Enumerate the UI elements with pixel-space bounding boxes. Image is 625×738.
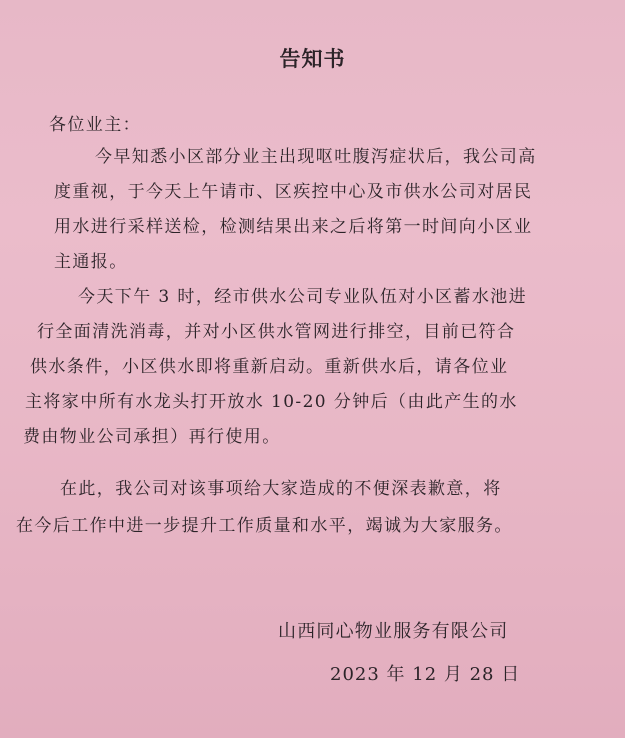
paragraph-line: 在今后工作中进一步提升工作质量和水平，竭诚为大家服务。 bbox=[16, 516, 513, 536]
paragraph-line: 度重视，于今天上午请市、区疾控中心及市供水公司对居民 bbox=[54, 182, 533, 202]
paragraph-line: 供水条件，小区供水即将重新启动。重新供水后，请各位业 bbox=[30, 357, 509, 377]
company-signature: 山西同心物业服务有限公司 bbox=[278, 621, 509, 642]
paragraph-line: 在此，我公司对该事项给大家造成的不便深表歉意，将 bbox=[60, 479, 502, 499]
paragraph-line: 主将家中所有水龙头打开放水 10-20 分钟后（由此产生的水 bbox=[25, 392, 518, 412]
paragraph-line: 行全面清洗消毒，并对小区供水管网进行排空，目前已符合 bbox=[37, 322, 516, 342]
paragraph-line: 主通报。 bbox=[54, 252, 128, 272]
paragraph-line: 用水进行采样送检，检测结果出来之后将第一时间向小区业 bbox=[54, 217, 533, 237]
paragraph-line: 今早知悉小区部分业主出现呕吐腹泻症状后，我公司高 bbox=[95, 147, 537, 167]
paragraph-line: 费由物业公司承担）再行使用。 bbox=[23, 427, 281, 447]
notice-title: 告知书 bbox=[279, 47, 346, 71]
paragraph-line: 今天下午 3 时，经市供水公司专业队伍对小区蓄水池进 bbox=[78, 287, 528, 307]
salutation: 各位业主： bbox=[49, 115, 141, 135]
notice-date: 2023 年 12 月 28 日 bbox=[330, 664, 521, 685]
